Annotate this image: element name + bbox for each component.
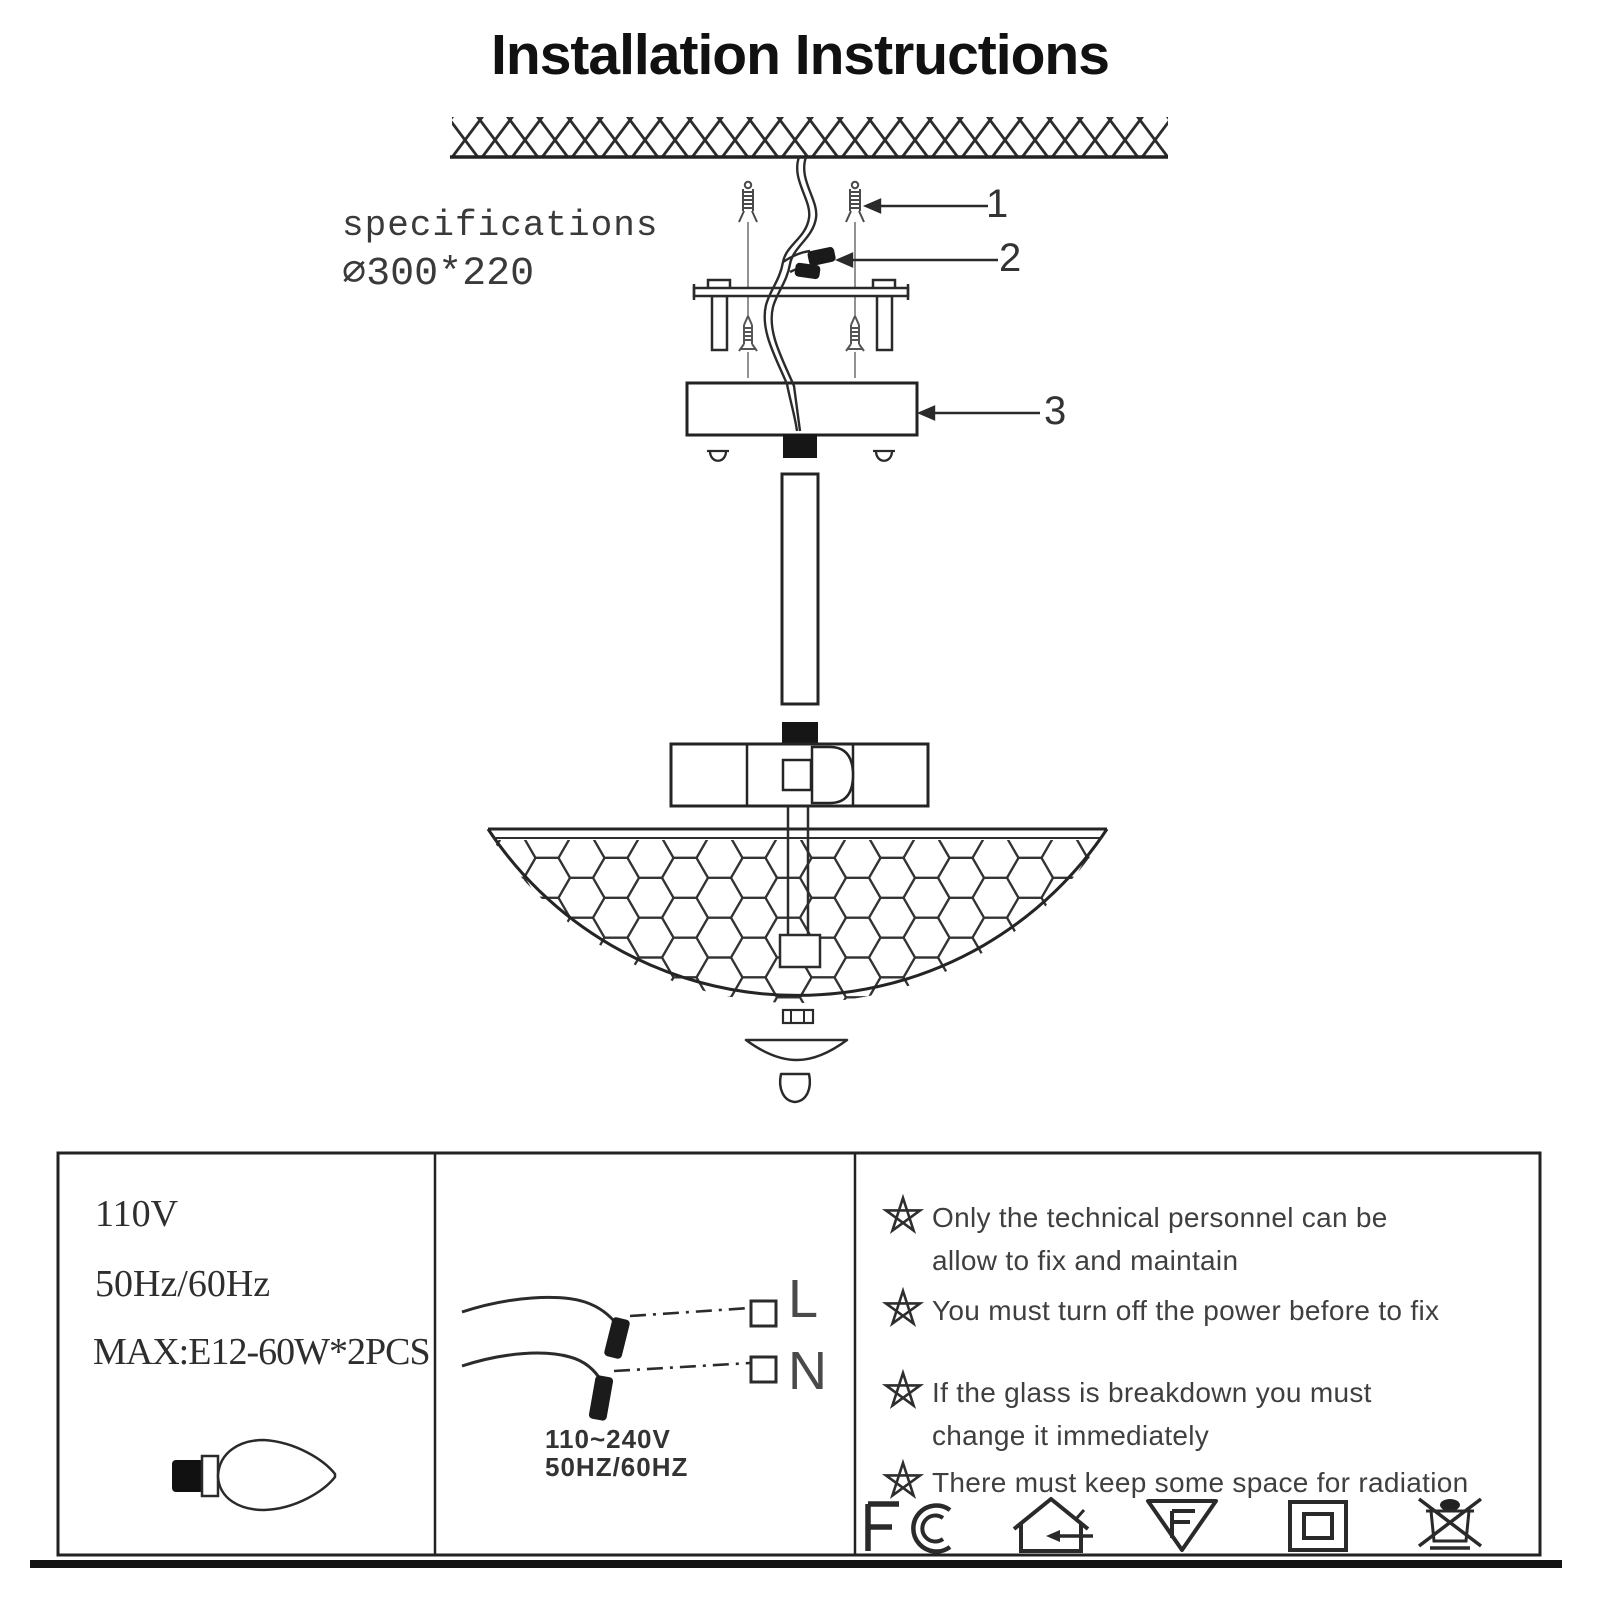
f-mark-triangle-icon <box>1148 1501 1216 1550</box>
terminal-square-neutral <box>751 1357 776 1382</box>
bowl-shade <box>455 806 1122 1037</box>
star-icon <box>886 1463 920 1496</box>
safety-note-line: If the glass is breakdown you must <box>932 1377 1372 1408</box>
callout-number-2: 2 <box>999 236 1022 280</box>
safety-note-line: allow to fix and maintain <box>932 1245 1239 1276</box>
ceiling-anchor-right <box>846 182 864 378</box>
canopy <box>687 383 917 435</box>
wire-connector-live <box>603 1316 630 1359</box>
safety-note-line: You must turn off the power before to fix <box>932 1295 1440 1326</box>
spec-voltage: 110V <box>95 1193 179 1235</box>
wiring-frequency-range: 50HZ/60HZ <box>545 1452 689 1482</box>
star-bullets <box>886 1198 920 1496</box>
page-title: Installation Instructions <box>491 23 1109 87</box>
star-icon <box>886 1198 920 1231</box>
spec-label: specifications <box>342 205 659 246</box>
terminal-neutral-label: N <box>788 1341 827 1401</box>
mounting-bracket <box>694 280 908 350</box>
wire-connectors <box>794 246 836 279</box>
certification-icons <box>868 1499 1481 1552</box>
wire-connector-neutral <box>588 1375 613 1421</box>
indoor-use-house-icon <box>1014 1499 1093 1551</box>
wiring-voltage-range: 110~240V <box>545 1424 671 1454</box>
threaded-nipple <box>783 434 817 458</box>
safety-note-2 <box>932 1289 1439 1332</box>
class-ii-double-square-icon <box>1290 1502 1346 1550</box>
ceiling-anchor-left <box>739 182 757 378</box>
callout-number-3: 3 <box>1044 389 1067 433</box>
terminal-square-live <box>751 1301 776 1326</box>
candle-bulb-icon <box>172 1440 335 1510</box>
callout-number-1: 1 <box>986 182 1009 226</box>
fcc-mark-icon <box>868 1504 950 1552</box>
spec-value: ⌀300*220 <box>342 252 535 297</box>
safety-note-line: Only the technical personnel can be <box>932 1202 1388 1233</box>
finial-stack <box>746 1010 847 1102</box>
star-icon <box>886 1373 920 1406</box>
rod-coupler <box>782 722 818 744</box>
safety-note-line: change it immediately <box>932 1420 1210 1451</box>
terminal-live-label: L <box>788 1269 819 1329</box>
spec-max-lamp: MAX:E12-60W*2PCS <box>93 1331 430 1373</box>
wiring-diagram <box>462 1297 776 1421</box>
weee-crossed-bin-icon <box>1419 1499 1481 1548</box>
safety-note-3 <box>932 1371 1372 1457</box>
safety-note-4 <box>932 1461 1468 1504</box>
spec-frequency: 50Hz/60Hz <box>95 1263 271 1305</box>
ceiling-hatch <box>450 117 1168 157</box>
safety-note-1 <box>932 1196 1388 1282</box>
fixture-body <box>671 744 928 806</box>
down-rod <box>782 474 818 704</box>
page-bottom-rule <box>30 1560 1562 1568</box>
star-icon <box>886 1291 920 1324</box>
safety-note-line: There must keep some space for radiation <box>932 1467 1469 1498</box>
